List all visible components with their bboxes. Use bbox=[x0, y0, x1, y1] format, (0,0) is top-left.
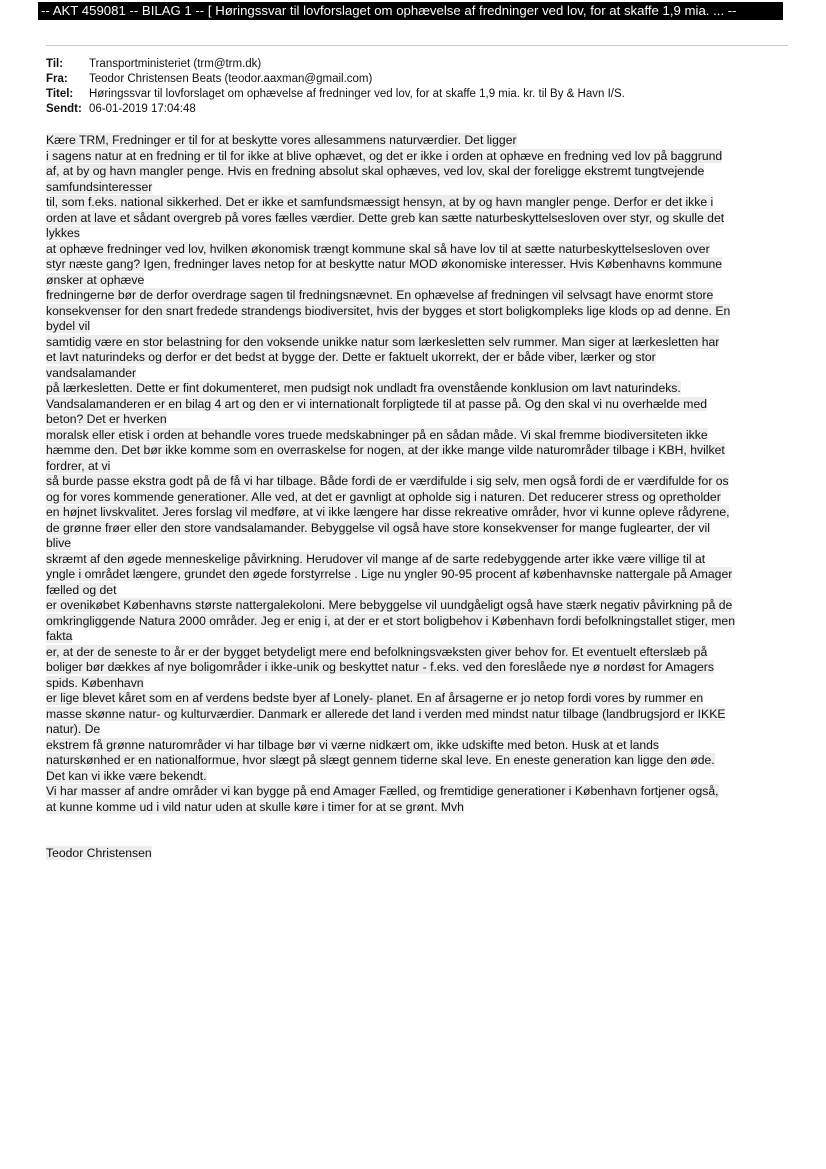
body-line bbox=[46, 319, 786, 335]
body-line bbox=[46, 428, 786, 444]
body-line-text: fakta bbox=[46, 629, 73, 643]
body-line bbox=[46, 800, 786, 816]
body-line-text: orden at lave et sådant overgreb på vores fælles værdier. Dette greb kan sætte naturbeskyttelsesloven over styr, og skulle det bbox=[46, 210, 725, 225]
body-line-text: moralsk eller etisk i orden at behandle vores truede medskabninger på en sådan måde. Vi skal fremme biodiversiteten ikke bbox=[46, 427, 708, 442]
body-line-text: Det kan vi ikke være bekendt. bbox=[46, 768, 207, 783]
body-line bbox=[46, 412, 786, 428]
body-line bbox=[46, 459, 786, 475]
body-line bbox=[46, 211, 786, 227]
body-line-text: så burde passe ekstra godt på de få vi har tilbage. Både fordi de er værdifulde i sig selv, men også fordi de er værdifulde for os bbox=[46, 474, 729, 488]
header-divider bbox=[46, 45, 788, 46]
title-row bbox=[46, 87, 625, 102]
email-body bbox=[46, 133, 786, 815]
body-line bbox=[46, 536, 786, 552]
to-label: Til: bbox=[46, 58, 64, 70]
body-line-text: på lærkesletten. Dette er fint dokumenteret, men pudsigt nok undladt fra ovenstående konklusion om lavt naturindeks. bbox=[46, 381, 681, 395]
body-line bbox=[46, 614, 786, 630]
body-line-text: skræmt af den øgede menneskelige påvirkning. Herudover vil mange af de sarte redebyggende arter ikke være villige til at bbox=[46, 551, 706, 566]
body-line bbox=[46, 397, 786, 413]
body-line-text: Vandsalamanderen er en bilag 4 art og den er vi internationalt forpligtede til at passe på. Og den skal vi nu overhælde med bbox=[46, 396, 708, 411]
sent-label: Sendt: bbox=[46, 103, 82, 116]
body-line-text: spids. København bbox=[46, 675, 144, 690]
body-line-text: til, som f.eks. national sikkerhed. Det er ikke et samfundsmæssigt hensyn, at by og havn mangler penge. Derfor er det ikke i bbox=[46, 195, 714, 209]
body-line-text: samfundsinteresser bbox=[46, 179, 153, 194]
body-line bbox=[46, 226, 786, 242]
body-line bbox=[46, 567, 786, 583]
body-line-text: fordrer, at vi bbox=[46, 458, 111, 473]
body-line-text: samtidig være en stor belastning for den voksende unikke natur som lærkesletten selv rummer. Man siger at lærkesletten har bbox=[46, 334, 720, 349]
body-line bbox=[46, 164, 786, 180]
body-line bbox=[46, 629, 786, 645]
body-line bbox=[46, 784, 786, 800]
body-line bbox=[46, 645, 786, 661]
body-line-text: i sagens natur at en fredning er til for ikke at blive ophævet, og det er ikke i orden at ophæve en fredning ved lov på baggrund bbox=[46, 148, 723, 163]
body-line bbox=[46, 335, 786, 351]
body-line bbox=[46, 660, 786, 676]
title-value: Høringssvar til lovforslaget om ophævelse af fredninger ved lov, for at skaffe 1,9 mia. kr. til By & Havn I/S. bbox=[89, 88, 625, 101]
body-line bbox=[46, 242, 786, 258]
body-line-text: hæmme den. Det bør ikke komme som en overraskelse for nogen, at der ikke mange vilde naturområder tilbage i KBH, hvilket bbox=[46, 443, 725, 457]
body-line bbox=[46, 676, 786, 692]
body-line-text: masse skønne natur- og kulturværdier. Danmark er allerede det land i verden med mindst natur tilbage (landbrugsjord er IKKE bbox=[46, 706, 726, 721]
document-banner: -- AKT 459081 -- BILAG 1 -- [ Høringssvar til lovforslaget om ophævelse af fredninger ved lov, for at skaffe 1,9 mia. ... -- bbox=[38, 2, 783, 20]
signature bbox=[46, 846, 152, 861]
body-line-text: og for vores kommende generationer. Alle ved, at det er gavnligt at opholde sig i naturen. Det reducerer stress og opretholder bbox=[46, 489, 721, 504]
body-line-text: konsekvenser for den snart fredede strandengs biodiversitet, hvis der bygges et stort boligkompleks lige klods op ad denne. En bbox=[46, 303, 731, 318]
from-label: Fra: bbox=[46, 73, 68, 86]
body-line bbox=[46, 304, 786, 320]
body-line-text: af, at by og havn mangler penge. Hvis en fredning absolut skal ophæves, ved lov, skal der foreligge ekstremt tungtvejende bbox=[46, 164, 705, 178]
body-line-text: fælled og det bbox=[46, 582, 117, 597]
from-value: Teodor Christensen Beats (teodor.aaxman@gmail.com) bbox=[89, 73, 373, 86]
body-line bbox=[46, 691, 786, 707]
body-line bbox=[46, 490, 786, 506]
body-line bbox=[46, 722, 786, 738]
body-line-text: blive bbox=[46, 536, 72, 550]
body-line bbox=[46, 552, 786, 568]
body-line-text: at kunne komme ud i vild natur uden at skulle køre i timer for at se grønt. Mvh bbox=[46, 799, 464, 814]
body-line bbox=[46, 583, 786, 599]
body-line-text: at ophæve fredninger ved lov, hvilken økonomisk trængt kommune skal så have lov til at sætte naturbeskyttelsesloven over bbox=[46, 241, 710, 256]
body-line bbox=[46, 738, 786, 754]
email-metadata bbox=[46, 57, 625, 117]
body-line bbox=[46, 149, 786, 165]
body-line bbox=[46, 366, 786, 382]
body-line-text: vandsalamander bbox=[46, 365, 137, 380]
body-line bbox=[46, 288, 786, 304]
body-line-text: beton? Det er hverken bbox=[46, 412, 167, 426]
sent-value: 06-01-2019 17:04:48 bbox=[89, 103, 196, 116]
from-row bbox=[46, 72, 625, 87]
body-line bbox=[46, 769, 786, 785]
body-line bbox=[46, 273, 786, 289]
body-line-text: fredningerne bør de derfor overdrage sagen til fredningsnævnet. En ophævelse af fredningen vil selvsagt have enormt store bbox=[46, 288, 714, 302]
body-line-text: Vi har masser af andre områder vi kan bygge på end Amager Fælled, og fremtidige generationer i København fortjener også, bbox=[46, 784, 719, 798]
body-line-text: ekstrem få grønne naturområder vi har tilbage bør vi værne nidkært om, ikke udskifte med beton. Husk at et lands bbox=[46, 737, 660, 752]
body-line bbox=[46, 133, 786, 149]
body-line bbox=[46, 598, 786, 614]
body-line-text: er lige blevet kåret som en af verdens bedste byer af Lonely- planet. En af årsagerne er jo netop fordi vores by rummer en bbox=[46, 691, 704, 705]
to-row bbox=[46, 57, 625, 72]
body-line-text: styr næste gang? Igen, fredninger laves netop for at beskytte natur MOD økonomiske interesser. Hvis Københavns kommune bbox=[46, 257, 723, 271]
body-line bbox=[46, 474, 786, 490]
body-line bbox=[46, 180, 786, 196]
body-line bbox=[46, 753, 786, 769]
body-line-text: er ovenikøbet Københavns største nattergalekoloni. Mere bebyggelse vil uundgåeligt også have stærk negativ påvirkning på de bbox=[46, 598, 733, 612]
body-line bbox=[46, 505, 786, 521]
body-line-text: bydel vil bbox=[46, 319, 91, 333]
body-line-text: natur). De bbox=[46, 722, 101, 736]
title-label: Titel: bbox=[46, 88, 74, 101]
body-line bbox=[46, 195, 786, 211]
body-line-text: yngle i området længere, grundet den øgede forstyrrelse . Lige nu yngler 90-95 procent af københavnske nattergale på Amager bbox=[46, 567, 733, 581]
body-line bbox=[46, 381, 786, 397]
body-line-text: boliger bør dækkes af nye boligområder i ikke-unik og beskyttet natur - f.eks. ved den foreslåede nye ø nordøst for Amagers bbox=[46, 660, 714, 674]
body-line-text: et lavt naturindeks og derfor er det bedst at bygge der. Dette er faktuelt ukorrekt, der er både viber, lærker og stor bbox=[46, 350, 656, 364]
body-line-text: omkringliggende Natura 2000 områder. Jeg er enig i, at der er et stort boligbehov i København fordi befolkningstallet stiger, men bbox=[46, 613, 735, 628]
body-line-text: en højnet livskvalitet. Jeres forslag vil medføre, at vi ikke længere har disse rekreative områder, hvor vi kunne opleve rådyrene, bbox=[46, 505, 730, 519]
to-value: Transportministeriet (trm@trm.dk) bbox=[89, 58, 262, 70]
signature-name: Teodor Christensen bbox=[46, 846, 152, 860]
body-line bbox=[46, 707, 786, 723]
body-line-text: lykkes bbox=[46, 226, 80, 240]
body-line bbox=[46, 521, 786, 537]
body-line-text: naturskønhed er en nationalformue, hvor slægt på slægt gennem tiderne skal leve. En eneste generation kan ligge den øde. bbox=[46, 753, 715, 767]
body-line-text: Kære TRM, Fredninger er til for at beskytte vores allesammens naturværdier. Det ligger bbox=[46, 133, 517, 147]
body-line bbox=[46, 257, 786, 273]
body-line bbox=[46, 443, 786, 459]
body-line-text: er, at der de seneste to år er der bygget betydeligt mere end befolkningsvæksten giver behov for. Et eventuelt efterslæb på bbox=[46, 644, 708, 659]
body-line-text: ønsker at ophæve bbox=[46, 272, 145, 287]
body-line bbox=[46, 350, 786, 366]
body-line-text: de grønne frøer eller den store vandsalamander. Bebyggelse vil også have store konsekvenser for mange fuglearter, der vil bbox=[46, 520, 710, 535]
sent-row bbox=[46, 102, 625, 117]
